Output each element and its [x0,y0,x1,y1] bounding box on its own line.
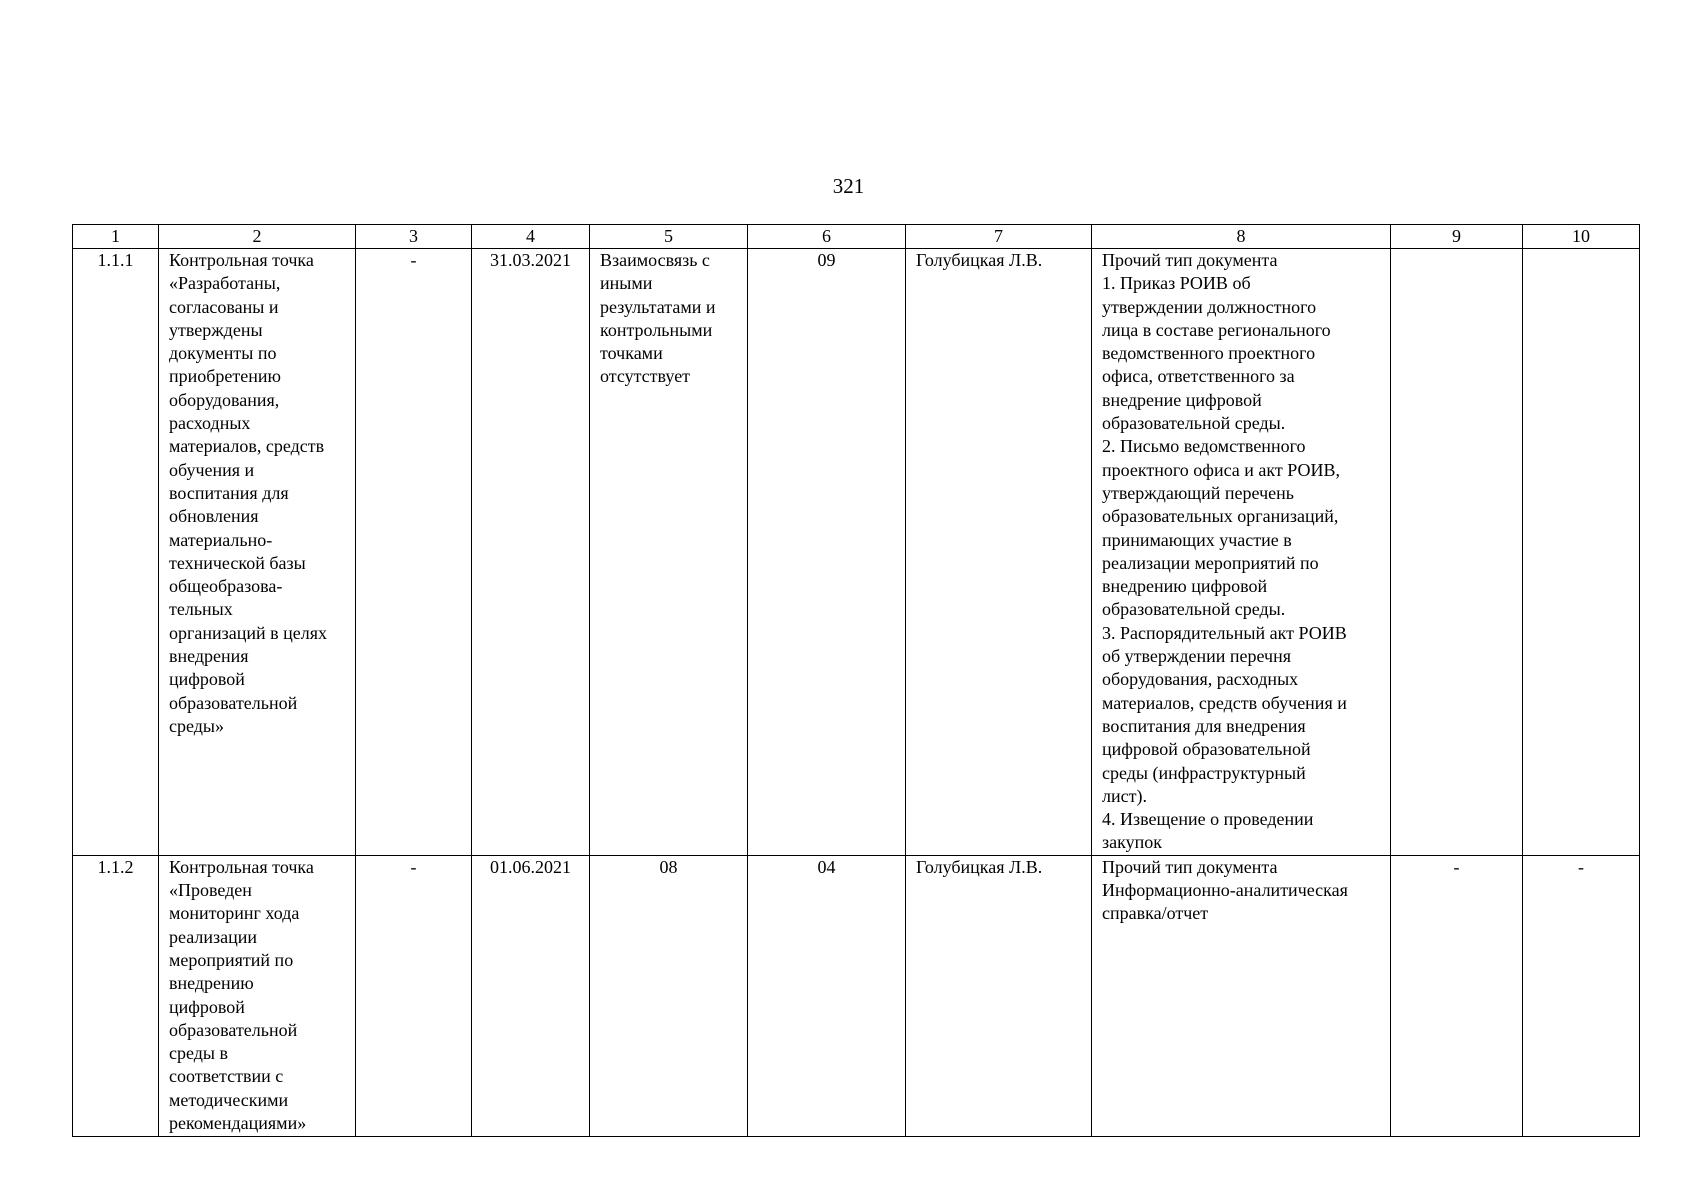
cell-col5: Взаимосвязь с иными результатами и контрольными точками отсутствует [590,249,748,856]
column-header: 10 [1523,225,1640,249]
cell-col9: - [1391,855,1523,1136]
column-header: 5 [590,225,748,249]
page-number: 321 [832,174,865,198]
column-header: 2 [159,225,356,249]
row-number-cell: 1.1.1 [73,249,159,856]
column-header: 6 [748,225,906,249]
table-header-row [73,225,1640,249]
document-table [72,224,1640,1137]
table-row [73,249,1640,856]
documents-cell: Прочий тип документа Информационно-аналитическая справка/отчет [1092,855,1391,1136]
cell-col6: 04 [748,855,906,1136]
documents-cell: Прочий тип документа 1. Приказ РОИВ об утверждении должностного лица в составе регионального ведомственного проектного офиса, ответственного за внедрение цифровой образовательной среды. 2. Письмо ведомственного проектного офиса и акт РОИВ, утверждающий перечень образовательных организаций, принимающих участие в реализации мероприятий по внедрению цифровой образовательной среды. 3. Распорядительный акт РОИВ об утверждении перечня оборудования, расходных материалов, средств обучения и воспитания для внедрения цифровой образовательной среды (инфраструктурный лист). 4. Извещение о проведении закупок [1092,249,1391,856]
cell-col9 [1391,249,1523,856]
row-number-cell: 1.1.2 [73,855,159,1136]
cell-col5: 08 [590,855,748,1136]
column-header: 1 [73,225,159,249]
responsible-cell: Голубицкая Л.В. [906,249,1092,856]
cell-col6: 09 [748,249,906,856]
date-cell: 01.06.2021 [472,855,590,1136]
column-header: 8 [1092,225,1391,249]
column-header: 7 [906,225,1092,249]
date-cell: 31.03.2021 [472,249,590,856]
responsible-cell: Голубицкая Л.В. [906,855,1092,1136]
cell-col3: - [356,855,472,1136]
table-row [73,855,1640,1136]
column-header: 9 [1391,225,1523,249]
column-header: 3 [356,225,472,249]
cell-col10 [1523,249,1640,856]
control-point-name-cell: Контрольная точка «Разработаны, согласованы и утверждены документы по приобретению оборудования, расходных материалов, средств обучения и воспитания для обновления материально- технической базы общеобразова- тельных организаций в целях внедрения цифровой образовательной среды» [159,249,356,856]
column-header: 4 [472,225,590,249]
control-point-name-cell: Контрольная точка «Проведен мониторинг хода реализации мероприятий по внедрению цифровой образовательной среды в соответствии с методическими рекомендациями» [159,855,356,1136]
cell-col3: - [356,249,472,856]
cell-col10: - [1523,855,1640,1136]
